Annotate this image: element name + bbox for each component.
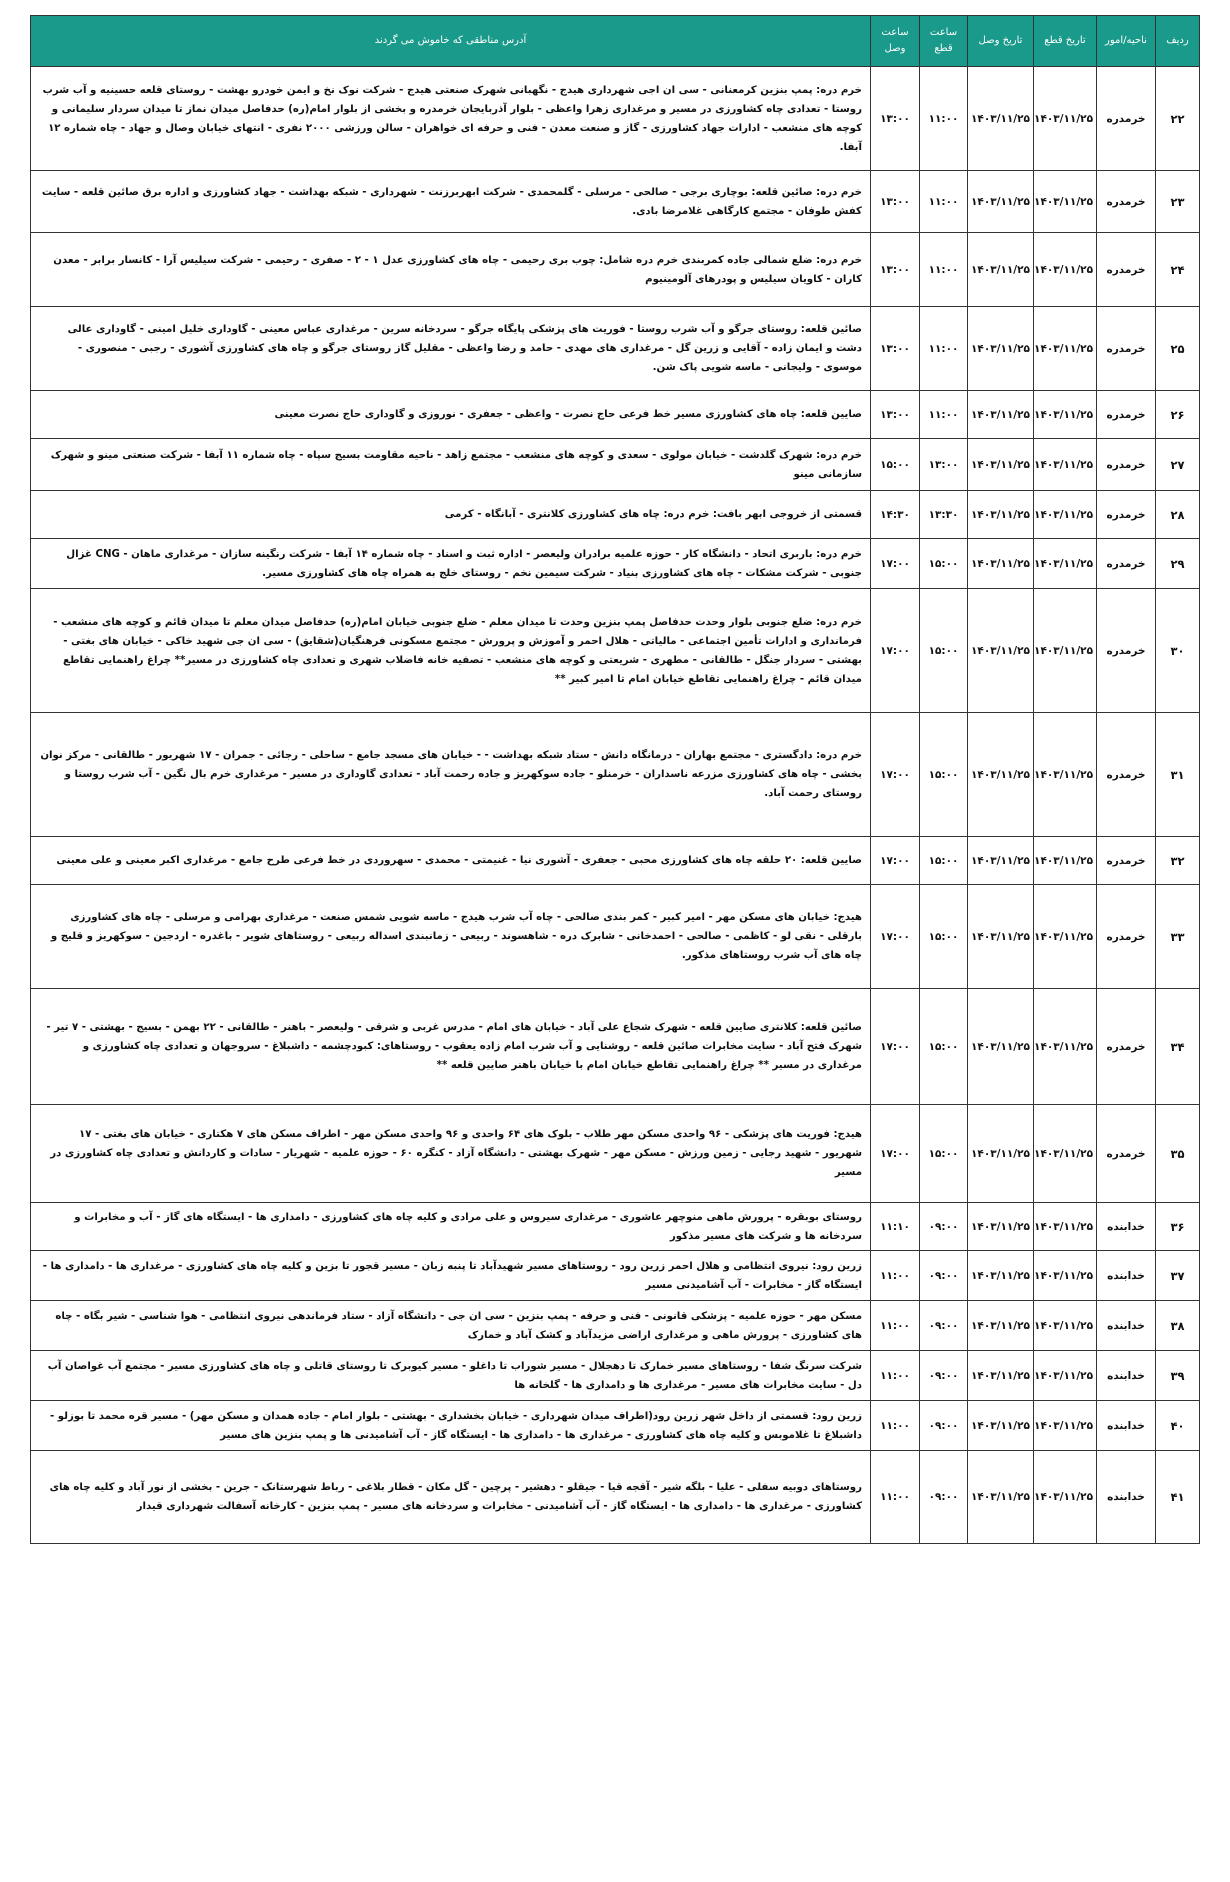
connect-date-cell: ۱۴۰۳/۱۱/۲۵ — [968, 989, 1034, 1105]
region-cell: خدابنده — [1097, 1451, 1156, 1544]
address-cell: خرم دره: صائین قلعه: بوچاری برجی - صالحی - مرسلی - گلمحمدی - شرکت ابهربرزنت - شهرداری - شبکه بهداشت - جهاد کشاورزی و اداره برق صائین قلعه - سایت کفش طوفان - مجتمع کارگاهی غلامرضا بادی. — [31, 171, 871, 233]
cut-date-cell: ۱۴۰۳/۱۱/۲۵ — [1034, 491, 1097, 539]
table-row — [31, 171, 1200, 233]
row-number-cell: ۳۵ — [1156, 1105, 1200, 1203]
region-cell: خدابنده — [1097, 1351, 1156, 1401]
cut-date-cell: ۱۴۰۳/۱۱/۲۵ — [1034, 989, 1097, 1105]
connect-date-cell: ۱۴۰۳/۱۱/۲۵ — [968, 391, 1034, 439]
table-row — [31, 1351, 1200, 1401]
connect-time-cell: ۱۳:۰۰ — [871, 307, 920, 391]
address-cell: صائین قلعه: کلانتری صایین قلعه - شهرک شجاع علی آباد - خیابان های امام - مدرس غربی و شرقی - ولیعصر - باهنر - طالقانی - ۲۲ بهمن - بسیج - بهشتی - ۷ تیر - شهرک فتح آباد - سایت مخابرات صائین قلعه - روشنایی و آب شرب امام زاده یعقوب - روستاهای: کبودچشمه - داشبلاغ - سروجهان و تعدادی چاه کشاورزی و مرغداری در مسیر ** چراغ راهنمایی تقاطع خیابان امام با خیابان باهنر صایین قلعه ** — [31, 989, 871, 1105]
cut-date-cell: ۱۴۰۳/۱۱/۲۵ — [1034, 713, 1097, 837]
address-cell: زرین رود: قسمتی از داخل شهر زرین رود(اطراف میدان شهرداری - خیابان بخشداری - بهشتی - بلوار امام - جاده همدان و مسکن مهر) - مسیر قره محمد تا بوزلو - داشبلاغ تا غلاموبس و کلیه چاه های کشاورزی - مرغداری ها - دامداری ها - ایستگاه گاز - آب آشامیدنی ها و پمپ بنزین های مسیر — [31, 1401, 871, 1451]
row-number-cell: ۲۹ — [1156, 539, 1200, 589]
address-cell: زرین رود: نیروی انتظامی و هلال احمر زرین رود - روستاهای مسیر شهیدآباد تا پنبه زبان - مسیر قجور تا بزین و کلیه چاه های کشاورزی - مرغداری ها - دامداری ها - ایستگاه گاز - مخابرات - آب آشامیدنی مسیر — [31, 1251, 871, 1301]
table-row — [31, 837, 1200, 885]
row-number-cell: ۲۸ — [1156, 491, 1200, 539]
header-connect-time: ساعت وصل — [871, 16, 920, 67]
connect-time-cell: ۱۴:۳۰ — [871, 491, 920, 539]
connect-time-cell: ۱۷:۰۰ — [871, 713, 920, 837]
cut-time-cell: ۱۱:۰۰ — [920, 391, 968, 439]
connect-time-cell: ۱۱:۰۰ — [871, 1301, 920, 1351]
connect-time-cell: ۱۳:۰۰ — [871, 391, 920, 439]
region-cell: خرمدره — [1097, 589, 1156, 713]
header-cut-time: ساعت قطع — [920, 16, 968, 67]
connect-date-cell: ۱۴۰۳/۱۱/۲۵ — [968, 1301, 1034, 1351]
cut-time-cell: ۱۱:۰۰ — [920, 67, 968, 171]
address-cell: خرم دره: شهرک گلدشت - خیابان مولوی - سعدی و کوچه های منشعب - مجتمع زاهد - ناحیه مقاومت بسیج سپاه - چاه شماره ۱۱ آبفا - شرکت صنعتی مینو و شهرک سازمانی مینو — [31, 439, 871, 491]
address-cell: روستای بوبقره - پرورش ماهی منوچهر عاشوری - مرغداری سیروس و علی مرادی و کلیه چاه های کشاورزی - دامداری ها - ایستگاه های گاز - آب و مخابرات و سردخانه ها و شرکت های مسیر مذکور — [31, 1203, 871, 1251]
row-number-cell: ۲۲ — [1156, 67, 1200, 171]
row-number-cell: ۲۷ — [1156, 439, 1200, 491]
cut-time-cell: ۱۵:۰۰ — [920, 1105, 968, 1203]
connect-date-cell: ۱۴۰۳/۱۱/۲۵ — [968, 307, 1034, 391]
connect-time-cell: ۱۱:۰۰ — [871, 1251, 920, 1301]
address-cell: خرم دره: ضلع شمالی جاده کمربندی خرم دره شامل: چوب بری رحیمی - چاه های کشاورزی عدل ۱ - ۲ - صفری - رحیمی - شرکت سیلیس آرا - کانسار برابر - معدن کاران - کاویان سیلیس و پودرهای آلومینیوم — [31, 233, 871, 307]
cut-time-cell: ۰۹:۰۰ — [920, 1401, 968, 1451]
connect-date-cell: ۱۴۰۳/۱۱/۲۵ — [968, 1451, 1034, 1544]
region-cell: خرمدره — [1097, 233, 1156, 307]
header-region: ناحیه/امور — [1097, 16, 1156, 67]
address-cell: قسمتی از خروجی ابهر بافت: خرم دره: چاه های کشاورزی کلانتری - آبانگاه - کرمی — [31, 491, 871, 539]
table-row — [31, 539, 1200, 589]
cut-time-cell: ۰۹:۰۰ — [920, 1203, 968, 1251]
connect-date-cell: ۱۴۰۳/۱۱/۲۵ — [968, 837, 1034, 885]
connect-date-cell: ۱۴۰۳/۱۱/۲۵ — [968, 1351, 1034, 1401]
table-row — [31, 713, 1200, 837]
table-row — [31, 67, 1200, 171]
connect-time-cell: ۱۷:۰۰ — [871, 989, 920, 1105]
row-number-cell: ۴۰ — [1156, 1401, 1200, 1451]
cut-time-cell: ۱۵:۰۰ — [920, 713, 968, 837]
header-address: آدرس مناطقی که خاموش می گردند — [31, 16, 871, 67]
region-cell: خرمدره — [1097, 391, 1156, 439]
address-cell: خرم دره: دادگستری - مجتمع بهاران - درمانگاه دانش - ستاد شبکه بهداشت - - خیابان های مسجد جامع - ساحلی - رجائی - جمران - ۱۷ شهریور - طالقانی - مرکز نوان بخشی - چاه های کشاورزی مزرعه ناسداران - خرمنلو - جاده سوکهریز و جاده رحمت آباد - تعدادی گاوداری در مسیر - مرغداری خرم بال نگین - آب شرب روستا و روستای رحمت آباد. — [31, 713, 871, 837]
connect-time-cell: ۱۱:۱۰ — [871, 1203, 920, 1251]
connect-date-cell: ۱۴۰۳/۱۱/۲۵ — [968, 539, 1034, 589]
connect-date-cell: ۱۴۰۳/۱۱/۲۵ — [968, 171, 1034, 233]
row-number-cell: ۲۴ — [1156, 233, 1200, 307]
region-cell: خدابنده — [1097, 1301, 1156, 1351]
connect-time-cell: ۱۳:۰۰ — [871, 233, 920, 307]
connect-date-cell: ۱۴۰۳/۱۱/۲۵ — [968, 713, 1034, 837]
cut-time-cell: ۰۹:۰۰ — [920, 1351, 968, 1401]
address-cell: خرم دره: پمپ بنزین کرمعنانی - سی ان اجی شهرداری هیدج - نگهبانی شهرک صنعتی هیدج - شرکت نوک نخ و ایمن خودرو بهشت - روستای قلعه حسینیه و آب شرب روستا - تعدادی چاه کشاورزی در مسیر و مرغداری زهرا واعظی - بلوار آذربایجان خرمدره و بخشی از بلوار امام(ره) حدفاصل میدان نماز تا میدان سردار سلیمانی و کوچه های منشعب - ادارات جهاد کشاورزی - گاز و صنعت معدن - فنی و حرفه ای خواهران - سالن ورزشی ۲۰۰۰ نفری - انتهای خیابان وصال و جهاد - چاه شماره ۱۲ آبفا. — [31, 67, 871, 171]
table-row — [31, 1251, 1200, 1301]
cut-time-cell: ۱۱:۰۰ — [920, 307, 968, 391]
table-row — [31, 1451, 1200, 1544]
cut-time-cell: ۱۵:۰۰ — [920, 885, 968, 989]
row-number-cell: ۲۵ — [1156, 307, 1200, 391]
connect-time-cell: ۱۳:۰۰ — [871, 67, 920, 171]
connect-time-cell: ۱۷:۰۰ — [871, 1105, 920, 1203]
table-row — [31, 233, 1200, 307]
connect-date-cell: ۱۴۰۳/۱۱/۲۵ — [968, 589, 1034, 713]
cut-date-cell: ۱۴۰۳/۱۱/۲۵ — [1034, 67, 1097, 171]
cut-date-cell: ۱۴۰۳/۱۱/۲۵ — [1034, 589, 1097, 713]
cut-time-cell: ۰۹:۰۰ — [920, 1251, 968, 1301]
row-number-cell: ۳۴ — [1156, 989, 1200, 1105]
region-cell: خرمدره — [1097, 439, 1156, 491]
cut-date-cell: ۱۴۰۳/۱۱/۲۵ — [1034, 1203, 1097, 1251]
connect-time-cell: ۱۱:۰۰ — [871, 1401, 920, 1451]
address-cell: هیدج: خیابان های مسکن مهر - امیر کبیر - کمر بندی صالحی - چاه آب شرب هیدج - ماسه شویی شمس صنعت - مرغداری بهرامی و مرسلی - چاه های کشاورزی بارقلی - نقی لو - کاظمی - صالحی - احمدخانی - شابرک دره - شاهسوند - ربیعی - زمانبندی اسداله ربیعی - روستاهای شویر - باغدره - اردجین - سوکهریز و قلیج و چاه های آب شرب روستاهای مذکور. — [31, 885, 871, 989]
row-number-cell: ۲۶ — [1156, 391, 1200, 439]
address-cell: صائین قلعه: روستای جرگو و آب شرب روستا - فوریت های پزشکی پایگاه جرگو - سردخانه سرین - مرغداری عباس معینی - گاوداری خلیل امینی - گاوداری عالی دشت و ایمان زاده - آقایی و زرین گل - مرغداری های مهدی - حامد و رضا واعظی - مقلیل گاز روستای جرگو و چاه های کشاورزی آشوری - رجبی - منصوری - موسوی - ولیجانی - ماسه شویی پاک شن. — [31, 307, 871, 391]
row-number-cell: ۳۹ — [1156, 1351, 1200, 1401]
region-cell: خدابنده — [1097, 1203, 1156, 1251]
connect-date-cell: ۱۴۰۳/۱۱/۲۵ — [968, 1203, 1034, 1251]
cut-time-cell: ۱۱:۰۰ — [920, 171, 968, 233]
region-cell: خرمدره — [1097, 885, 1156, 989]
cut-time-cell: ۰۹:۰۰ — [920, 1451, 968, 1544]
address-cell: شرکت سرنگ شفا - روستاهای مسیر خمارک تا دهجلال - مسیر شوراب تا داغلو - مسیر کیوبرک تا روستای قاتلی و چاه های کشاورزی مسیر - مجتمع آب غواصان آب دل - سایت مخابرات های مسیر - مرغداری ها و دامداری ها - گلخانه ها — [31, 1351, 871, 1401]
table-row — [31, 1401, 1200, 1451]
address-cell: روستاهای دوبیه سفلی - علیا - بلگه شیر - آقجه قیا - جیقلو - دهشیر - پرچین - گل مکان - قطار بلاغی - رباط شهرستانک - جرین - بخشی از نور آباد و کلیه چاه های کشاورزی - مرغداری ها - دامداری ها - ایستگاه گاز - آب آشامیدنی - مخابرات و سردخانه های مسیر - پمپ بنزین - کارخانه آسفالت شهرداری قیدار — [31, 1451, 871, 1544]
table-row — [31, 491, 1200, 539]
table-row — [31, 885, 1200, 989]
cut-date-cell: ۱۴۰۳/۱۱/۲۵ — [1034, 391, 1097, 439]
header-connect-date: تاریخ وصل — [968, 16, 1034, 67]
row-number-cell: ۲۳ — [1156, 171, 1200, 233]
cut-date-cell: ۱۴۰۳/۱۱/۲۵ — [1034, 233, 1097, 307]
connect-time-cell: ۱۷:۰۰ — [871, 539, 920, 589]
address-cell: صایین قلعه: ۲۰ حلقه چاه های کشاورزی محبی - جعفری - آشوری نیا - غنیمتی - محمدی - سهروردی در خط فرعی طرح جامع - مرغداری اکبر معینی و علی معینی — [31, 837, 871, 885]
header-cut-date: تاریخ قطع — [1034, 16, 1097, 67]
cut-date-cell: ۱۴۰۳/۱۱/۲۵ — [1034, 885, 1097, 989]
row-number-cell: ۳۱ — [1156, 713, 1200, 837]
cut-date-cell: ۱۴۰۳/۱۱/۲۵ — [1034, 171, 1097, 233]
table-row — [31, 989, 1200, 1105]
connect-date-cell: ۱۴۰۳/۱۱/۲۵ — [968, 1401, 1034, 1451]
region-cell: خرمدره — [1097, 67, 1156, 171]
region-cell: خرمدره — [1097, 491, 1156, 539]
connect-date-cell: ۱۴۰۳/۱۱/۲۵ — [968, 491, 1034, 539]
table-row — [31, 589, 1200, 713]
cut-date-cell: ۱۴۰۳/۱۱/۲۵ — [1034, 837, 1097, 885]
cut-date-cell: ۱۴۰۳/۱۱/۲۵ — [1034, 1351, 1097, 1401]
cut-date-cell: ۱۴۰۳/۱۱/۲۵ — [1034, 1251, 1097, 1301]
connect-date-cell: ۱۴۰۳/۱۱/۲۵ — [968, 439, 1034, 491]
connect-date-cell: ۱۴۰۳/۱۱/۲۵ — [968, 1251, 1034, 1301]
region-cell: خرمدره — [1097, 713, 1156, 837]
outage-schedule-table — [30, 15, 1200, 1544]
cut-date-cell: ۱۴۰۳/۱۱/۲۵ — [1034, 307, 1097, 391]
region-cell: خرمدره — [1097, 1105, 1156, 1203]
region-cell: خدابنده — [1097, 1401, 1156, 1451]
address-cell: صایین قلعه: چاه های کشاورزی مسیر خط فرعی حاج نصرت - واعظی - جعفری - نوروزی و گاوداری حاج نصرت معینی — [31, 391, 871, 439]
cut-time-cell: ۱۳:۰۰ — [920, 439, 968, 491]
region-cell: خرمدره — [1097, 171, 1156, 233]
cut-time-cell: ۱۵:۰۰ — [920, 589, 968, 713]
cut-date-cell: ۱۴۰۳/۱۱/۲۵ — [1034, 1301, 1097, 1351]
cut-time-cell: ۱۵:۰۰ — [920, 539, 968, 589]
header-row-number: ردیف — [1156, 16, 1200, 67]
cut-time-cell: ۱۱:۰۰ — [920, 233, 968, 307]
connect-time-cell: ۱۷:۰۰ — [871, 837, 920, 885]
row-number-cell: ۳۸ — [1156, 1301, 1200, 1351]
row-number-cell: ۳۶ — [1156, 1203, 1200, 1251]
region-cell: خرمدره — [1097, 307, 1156, 391]
region-cell: خرمدره — [1097, 539, 1156, 589]
connect-time-cell: ۱۱:۰۰ — [871, 1451, 920, 1544]
connect-date-cell: ۱۴۰۳/۱۱/۲۵ — [968, 67, 1034, 171]
cut-date-cell: ۱۴۰۳/۱۱/۲۵ — [1034, 539, 1097, 589]
row-number-cell: ۴۱ — [1156, 1451, 1200, 1544]
address-cell: خرم دره: ضلع جنوبی بلوار وحدت حدفاصل پمپ بنزین وحدت تا میدان معلم - ضلع جنوبی خیابان امام(ره) حدفاصل میدان معلم تا میدان قائم و کوچه های منشعب - فرمانداری و ادارات تأمین اجتماعی - مالیاتی - هلال احمر و آموزش و پرورش - مجتمع مسکونی فرهنگیان(شقایق) - سی ان جی شهید خاکی - خیابان های بغتی - بهشتی - سردار جنگل - طالقانی - مطهری - شریعتی و کوچه های منشعب - تصفیه خانه فاضلاب شهری و تعدادی چاه کشاورزی در مسیر** چراغ راهنمایی تقاطع میدان قائم - چراغ راهنمایی تقاطع خیابان امام تا امیر کبیر ** — [31, 589, 871, 713]
address-cell: خرم دره: باربری اتحاد - دانشگاه کار - حوزه علمیه برادران ولیعصر - اداره ثبت و اسناد - چاه شماره ۱۴ آبفا - شرکت رنگینه سازان - مرغداری ماهان - CNG غزال جنوبی - شرکت مشکات - چاه های کشاورزی بنیاد - شرکت سیمین نخم - روستای خلج به همراه چاه های کشاورزی مسیر. — [31, 539, 871, 589]
cut-date-cell: ۱۴۰۳/۱۱/۲۵ — [1034, 1401, 1097, 1451]
connect-time-cell: ۱۷:۰۰ — [871, 589, 920, 713]
region-cell: خرمدره — [1097, 989, 1156, 1105]
connect-time-cell: ۱۱:۰۰ — [871, 1351, 920, 1401]
table-row — [31, 391, 1200, 439]
cut-date-cell: ۱۴۰۳/۱۱/۲۵ — [1034, 1451, 1097, 1544]
region-cell: خرمدره — [1097, 837, 1156, 885]
connect-time-cell: ۱۵:۰۰ — [871, 439, 920, 491]
row-number-cell: ۳۲ — [1156, 837, 1200, 885]
table-row — [31, 1105, 1200, 1203]
table-row — [31, 1203, 1200, 1251]
cut-date-cell: ۱۴۰۳/۱۱/۲۵ — [1034, 439, 1097, 491]
row-number-cell: ۳۷ — [1156, 1251, 1200, 1301]
cut-time-cell: ۱۵:۰۰ — [920, 837, 968, 885]
row-number-cell: ۳۳ — [1156, 885, 1200, 989]
region-cell: خدابنده — [1097, 1251, 1156, 1301]
table-row — [31, 1301, 1200, 1351]
table-header-row — [31, 16, 1200, 67]
connect-time-cell: ۱۳:۰۰ — [871, 171, 920, 233]
connect-date-cell: ۱۴۰۳/۱۱/۲۵ — [968, 885, 1034, 989]
connect-date-cell: ۱۴۰۳/۱۱/۲۵ — [968, 1105, 1034, 1203]
cut-date-cell: ۱۴۰۳/۱۱/۲۵ — [1034, 1105, 1097, 1203]
connect-date-cell: ۱۴۰۳/۱۱/۲۵ — [968, 233, 1034, 307]
connect-time-cell: ۱۷:۰۰ — [871, 885, 920, 989]
table-row — [31, 307, 1200, 391]
address-cell: مسکن مهر - حوزه علمیه - پزشکی قانونی - فنی و حرفه - پمپ بنزین - سی ان جی - دانشگاه آزاد - ستاد فرماندهی نیروی انتظامی - هوا شناسی - شیر بگاه - چاه های کشاورزی - پرورش ماهی و مرغداری اراضی مزیدآباد و کشک آباد و خمارک — [31, 1301, 871, 1351]
row-number-cell: ۳۰ — [1156, 589, 1200, 713]
cut-time-cell: ۰۹:۰۰ — [920, 1301, 968, 1351]
cut-time-cell: ۱۳:۳۰ — [920, 491, 968, 539]
table-row — [31, 439, 1200, 491]
cut-time-cell: ۱۵:۰۰ — [920, 989, 968, 1105]
address-cell: هیدج: فوریت های پزشکی - ۹۶ واحدی مسکن مهر طلاب - بلوک های ۶۴ واحدی و ۹۶ واحدی مسکن مهر - اطراف مسکن های ۷ هکتاری - خیابان های بغتی - ۱۷ شهریور - شهید رجایی - زمین ورزش - مسکن مهر - شهرک بهشتی - دانشگاه آزاد - کنگره ۶۰ - حوزه علمیه - شهریار - سادات و کاردانش و تعدادی چاه کشاورزی در مسیر — [31, 1105, 871, 1203]
